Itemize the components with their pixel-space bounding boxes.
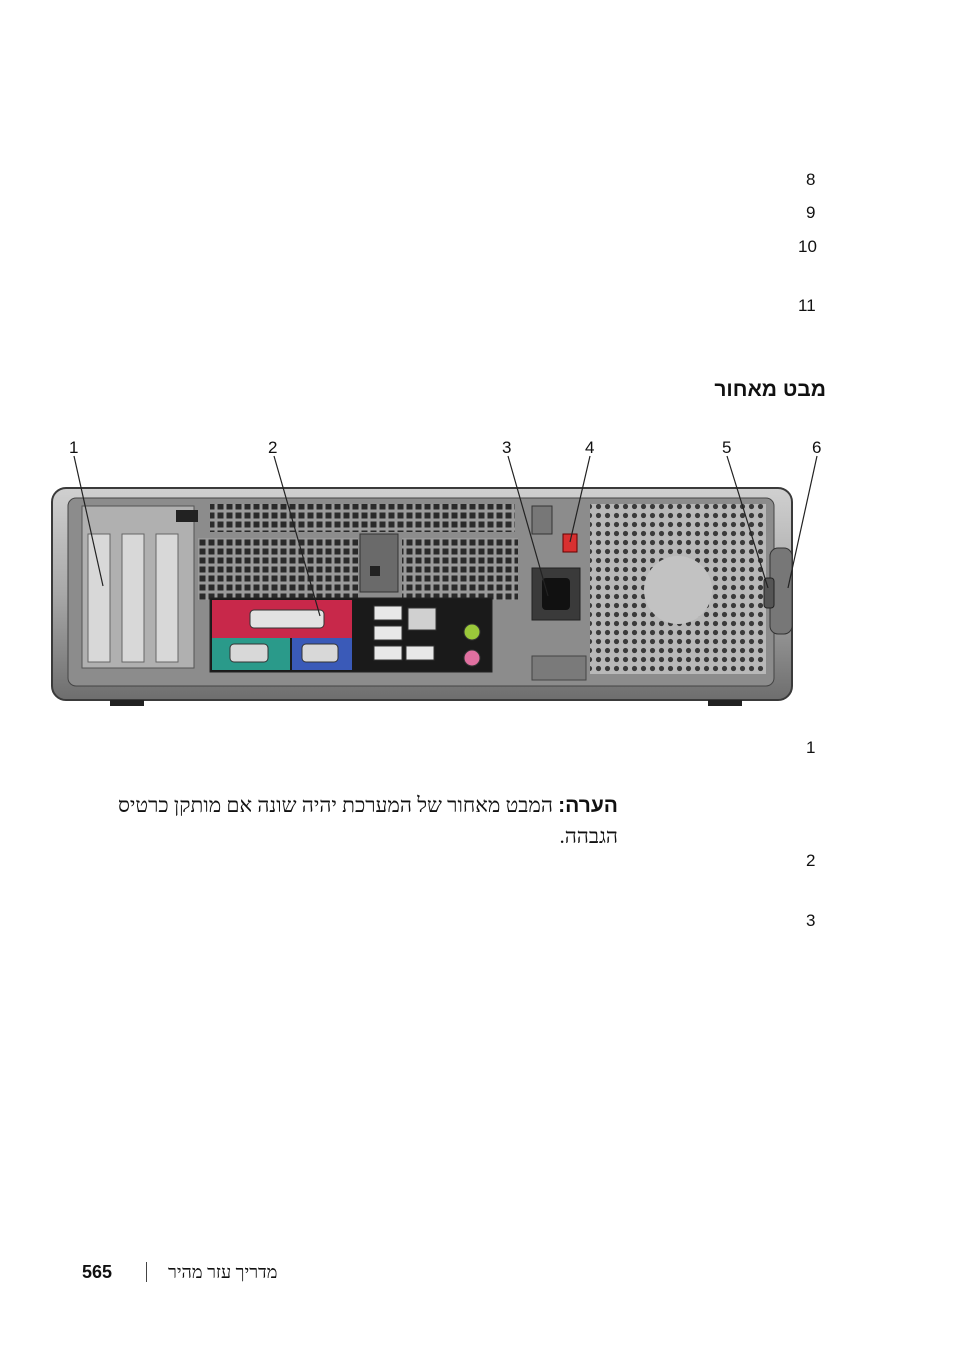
section-heading: מבט מאחור <box>714 378 826 401</box>
note-text: המבט מאחור של המערכת יהיה שונה אם מותקן כרטיס הגבהה. <box>117 793 618 848</box>
callout-3: 3 <box>502 438 512 457</box>
row-number: 10 <box>798 237 817 256</box>
card-slot-cover <box>122 534 144 662</box>
usb-port <box>374 606 402 620</box>
computer-back-view-illustration <box>0 430 954 710</box>
usb-port <box>406 646 434 660</box>
row-number: 1 <box>806 738 816 757</box>
page-number: 565 <box>82 1262 113 1282</box>
note-label: הערה: <box>558 794 618 817</box>
card-slot-cover <box>88 534 110 662</box>
footer-title: מדריך עזר מהיר <box>168 1262 278 1282</box>
footer-divider <box>146 1262 147 1282</box>
usb-port <box>374 626 402 640</box>
callout-4: 4 <box>585 438 595 457</box>
note-box <box>98 790 618 851</box>
serial-port <box>230 644 268 662</box>
callout-1: 1 <box>69 438 79 457</box>
row-number: 8 <box>806 170 816 189</box>
callout-5: 5 <box>722 438 732 457</box>
usb-port <box>374 646 402 660</box>
line-out-jack <box>464 624 480 640</box>
padlock-ring <box>764 578 774 608</box>
row-number: 3 <box>806 911 816 930</box>
row-number: 2 <box>806 851 816 870</box>
callout-6: 6 <box>812 438 822 457</box>
row-number: 11 <box>798 296 816 315</box>
mic-jack <box>464 650 480 666</box>
row-number: 9 <box>806 203 816 222</box>
voltage-switch <box>563 534 577 552</box>
lock-slot <box>176 510 198 522</box>
top-vent-grille <box>210 504 515 532</box>
callout-2: 2 <box>268 438 278 457</box>
vga-port <box>302 644 338 662</box>
parallel-port <box>250 610 324 628</box>
network-port <box>408 608 436 630</box>
card-slot-cover <box>156 534 178 662</box>
